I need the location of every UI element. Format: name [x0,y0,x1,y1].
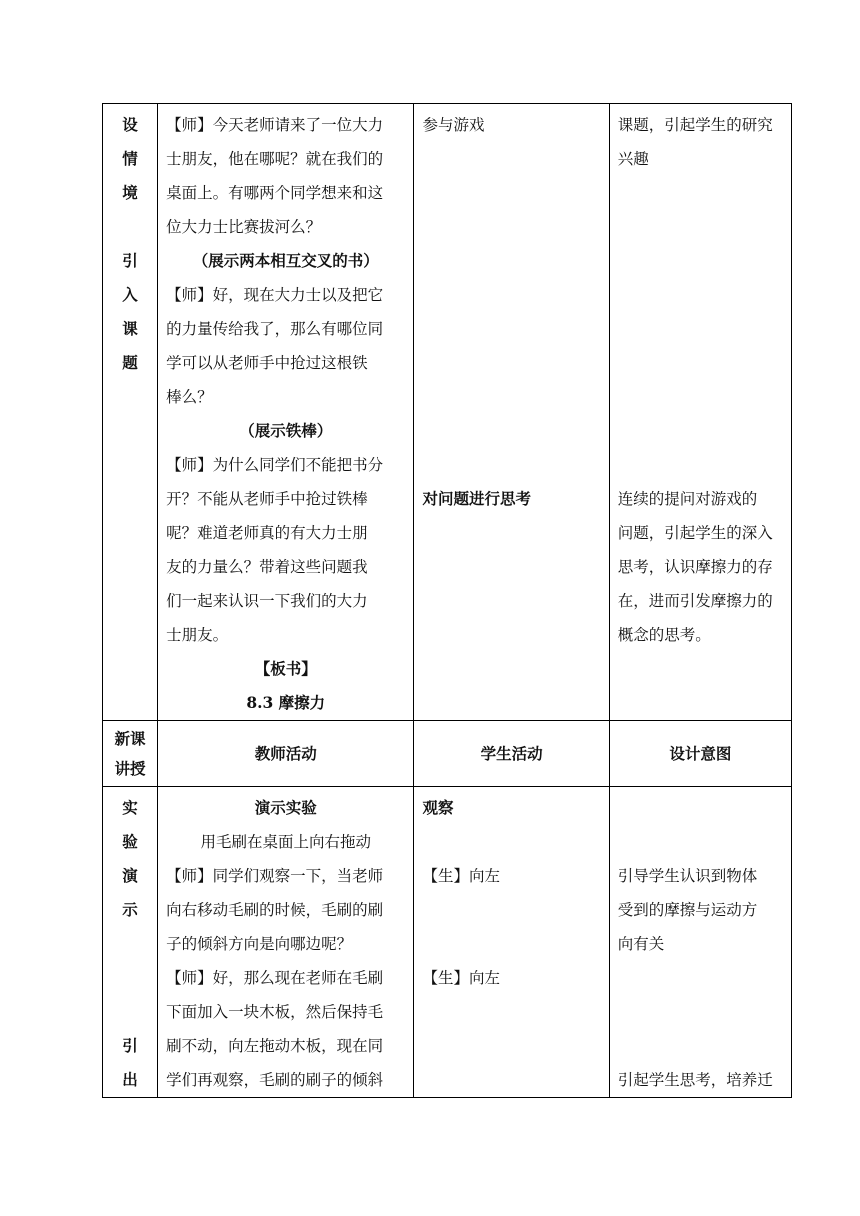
teacher-line: 【师】为什么同学们不能把书分 [166,456,384,474]
student-activity-header: 学生活动 [480,743,543,763]
student-activity-cell [414,104,609,721]
intent-line: 课题，引起学生的研究 [617,116,773,134]
student-header-cell [414,721,609,787]
teacher-line: 位大力士比赛拔河么？ [166,218,322,236]
student-activity: 观察 [422,798,454,817]
stage-char: 演 [122,866,138,885]
intent-line: 问题，引起学生的深入 [617,524,773,542]
board-note-label: 【板书】 [254,659,317,678]
section-label: 讲授 [114,758,146,778]
student-answer: 【生】向左 [422,867,500,885]
intent-line: 连续的提问对游戏的 [617,490,758,508]
stage-label-cell [103,787,158,1098]
teacher-line: 【师】同学们观察一下，当老师 [166,867,384,885]
demo-note: （展示铁棒） [239,421,333,440]
student-activity: 参与游戏 [422,116,485,134]
lesson-plan-table [102,103,792,1098]
student-answer: 【生】向左 [422,969,500,987]
teacher-line: 刷不动，向左拖动木板，现在同 [166,1037,384,1055]
teacher-activity-cell [158,104,414,721]
teacher-line: 桌面上。有哪两个同学想来和这 [166,184,384,202]
intent-header-cell [609,721,791,787]
experiment-row [103,787,792,1098]
teacher-line: 呢？难道老师真的有大力士朋 [166,524,368,542]
demo-description: 用毛刷在桌面上向右拖动 [200,833,372,851]
stage-char-spacer [103,927,157,961]
stage-char: 示 [122,900,138,919]
stage-char-spacer [103,210,157,244]
intent-line: 受到的摩擦与运动方 [617,901,758,919]
intent-line: 向有关 [617,935,665,953]
demo-note: （展示两本相互交叉的书） [192,251,379,270]
teacher-line: 向右移动毛刷的时候，毛刷的刷 [166,901,384,919]
teacher-line: 们一起来认识一下我们的大力 [166,592,368,610]
stage-char: 实 [122,798,138,817]
stage-char: 课 [122,319,138,338]
stage-char: 验 [122,832,138,851]
intent-line: 概念的思考。 [617,626,711,644]
intro-row [103,104,792,721]
teacher-line: 开？不能从老师手中抢过铁棒 [166,490,368,508]
teacher-line: 下面加入一块木板，然后保持毛 [166,1003,384,1021]
demo-heading: 演示实验 [254,798,317,817]
section-label: 新课 [114,728,146,748]
stage-char: 情 [122,149,138,168]
teacher-line: 【师】好，现在大力士以及把它 [166,286,384,304]
intent-line: 思考，认识摩擦力的存 [617,558,773,576]
stage-char: 题 [122,353,138,372]
stage-char-spacer [103,961,157,995]
teacher-line: 子的倾斜方向是向哪边呢？ [166,935,353,953]
stage-char: 设 [122,115,138,134]
design-intent-cell [609,787,791,1098]
teacher-line: 士朋友。 [166,626,229,644]
teacher-line: 学可以从老师手中抢过这根铁 [166,354,368,372]
lesson-title: 8.3 摩擦力 [246,693,326,712]
teacher-header-cell [158,721,414,787]
stage-label-cell [103,104,158,721]
teacher-line: 【师】好，那么现在老师在毛刷 [166,969,384,987]
teacher-activity-header: 教师活动 [254,743,317,763]
teacher-activity-cell [158,787,414,1098]
stage-char: 入 [122,285,138,304]
design-intent-header: 设计意图 [669,743,732,763]
intent-line: 兴趣 [617,150,649,168]
student-activity-cell [414,787,609,1098]
stage-char: 境 [122,183,138,202]
student-activity: 对问题进行思考 [422,489,531,508]
teacher-line: 棒么？ [166,388,213,406]
intent-line: 引导学生认识到物体 [617,867,758,885]
teacher-line: 友的力量么？带着这些问题我 [166,558,368,576]
section-label-cell [103,721,158,787]
intent-line: 在，进而引发摩擦力的 [617,592,773,610]
intent-line: 引起学生思考，培养迁 [617,1071,773,1089]
teacher-line: 的力量传给我了，那么有哪位同 [166,320,384,338]
stage-char: 引 [122,1036,138,1055]
stage-char-spacer [103,995,157,1029]
design-intent-cell [609,104,791,721]
header-row [103,721,792,787]
stage-char: 出 [122,1070,138,1089]
stage-char: 引 [122,251,138,270]
teacher-line: 学们再观察，毛刷的刷子的倾斜 [166,1071,384,1089]
teacher-line: 【师】今天老师请来了一位大力 [166,116,384,134]
teacher-line: 士朋友，他在哪呢？就在我们的 [166,150,384,168]
